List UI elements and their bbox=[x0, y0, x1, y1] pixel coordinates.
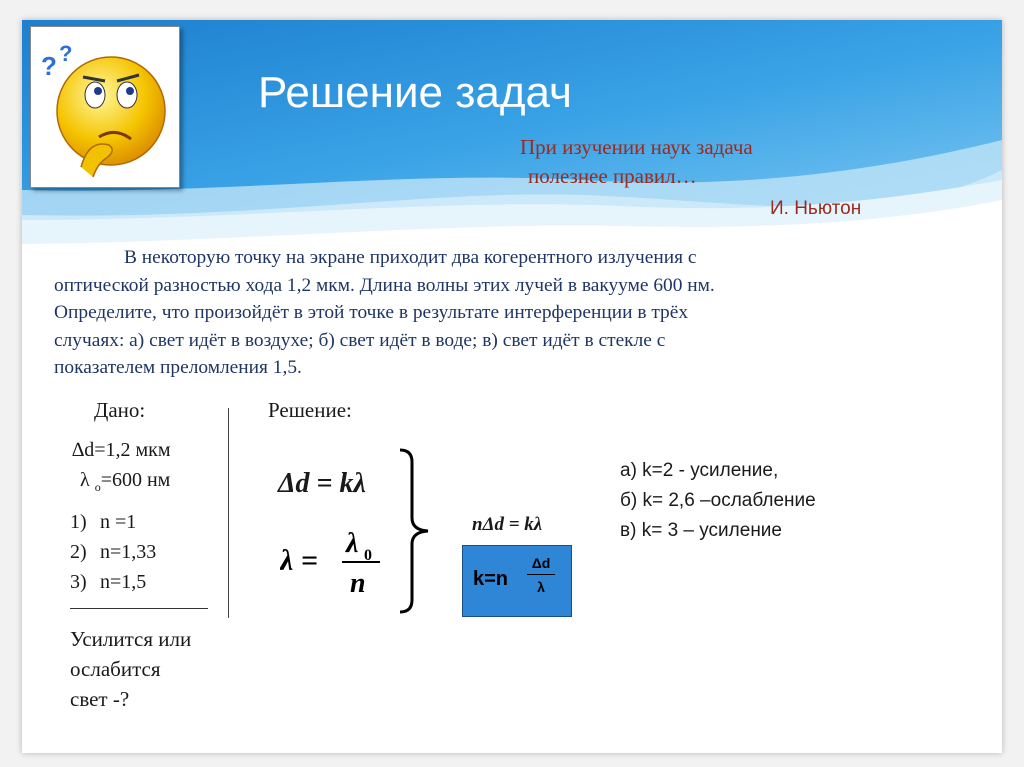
question-line: Усилится или bbox=[70, 627, 192, 651]
lambda-symbol: λ bbox=[80, 469, 90, 491]
epigraph-quote bbox=[520, 133, 753, 191]
k-formula-lhs: k=n bbox=[473, 568, 509, 590]
problem-line: оптической разностью хода 1,2 мкм. Длина волны этих лучей в вакууме 600 нм. bbox=[54, 274, 715, 296]
case-number: 3) bbox=[70, 571, 87, 593]
answer-item: в) k= 3 – усиление bbox=[620, 520, 782, 541]
lambda-subscript: o bbox=[94, 480, 101, 494]
formula2-numerator: λ bbox=[346, 528, 359, 559]
case-number: 2) bbox=[70, 541, 87, 563]
question-line: ослабится bbox=[70, 657, 161, 681]
thinking-face-icon bbox=[31, 27, 179, 187]
problem-line: Определите, что произойдёт в этой точке в результате интерференции в трёх bbox=[54, 302, 689, 323]
lambda-value: =600 нм bbox=[100, 469, 171, 491]
formula2-denominator: n bbox=[350, 568, 366, 599]
solution-title: Решение: bbox=[268, 398, 352, 422]
slide-title: Решение задач bbox=[258, 68, 572, 117]
given-title: Дано: bbox=[94, 398, 146, 422]
slide bbox=[22, 20, 1002, 753]
formula-medium-path: nΔd = kλ bbox=[472, 514, 543, 535]
answer-item: б) k= 2,6 –ослабление bbox=[620, 490, 816, 511]
quote-line-1: При изучении наук задача bbox=[520, 135, 753, 159]
case-text: n =1 bbox=[100, 511, 137, 533]
given-values bbox=[72, 435, 171, 502]
problem-line: случаях: а) свет идёт в воздухе; б) свет идёт в воде; в) свет идёт в стекле с bbox=[54, 329, 666, 351]
case-item bbox=[70, 507, 156, 537]
k-fraction-bar bbox=[527, 574, 555, 575]
case-number: 1) bbox=[70, 511, 87, 533]
k-fraction-denominator: λ bbox=[537, 579, 545, 595]
case-item bbox=[70, 537, 156, 567]
quote-author: И. Ньютон bbox=[770, 198, 862, 219]
question bbox=[70, 624, 191, 714]
given-cases bbox=[70, 507, 156, 597]
quote-line-2: полезнее правил… bbox=[528, 164, 697, 188]
answer-item: а) k=2 - усиление, bbox=[620, 460, 779, 481]
given-path-difference: ∆d=1,2 мкм bbox=[72, 439, 171, 461]
answers-list bbox=[620, 456, 816, 546]
k-formula-box bbox=[462, 545, 572, 617]
given-underline bbox=[70, 608, 208, 609]
formula-path-difference: Δd = kλ bbox=[278, 468, 366, 499]
k-fraction-numerator: Δd bbox=[531, 555, 551, 571]
formula2-lhs: λ = bbox=[280, 544, 318, 577]
question-line: свет -? bbox=[70, 687, 130, 711]
k-formula-fraction bbox=[527, 554, 555, 596]
case-text: n=1,5 bbox=[100, 571, 147, 593]
thinking-face-image bbox=[30, 26, 180, 188]
formula2-subscript: 0 bbox=[364, 547, 372, 564]
problem-line: В некоторую точку на экране приходит два когерентного излучения с bbox=[124, 247, 697, 268]
svg-text:?: ? bbox=[41, 51, 57, 81]
formula-wavelength-in-medium bbox=[280, 520, 390, 600]
svg-text:?: ? bbox=[59, 41, 73, 66]
system-brace bbox=[398, 448, 434, 614]
given-wavelength bbox=[72, 465, 171, 502]
case-item bbox=[70, 567, 156, 597]
column-divider bbox=[228, 408, 229, 618]
problem-line: показателем преломления 1,5. bbox=[54, 357, 302, 378]
problem-statement bbox=[54, 244, 904, 382]
case-text: n=1,33 bbox=[100, 541, 157, 563]
